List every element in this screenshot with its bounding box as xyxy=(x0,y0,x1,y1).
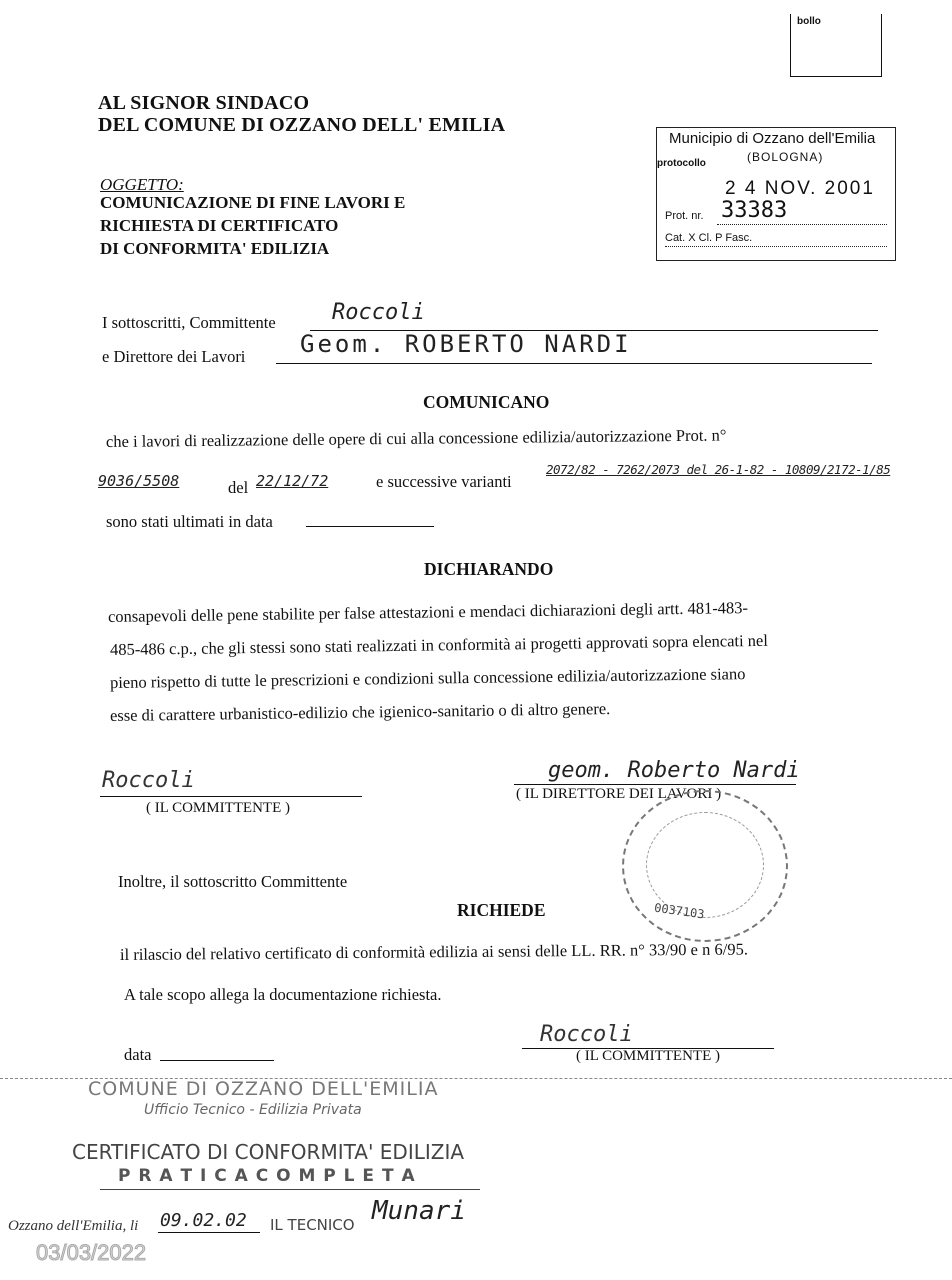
data-label: data xyxy=(124,1045,152,1064)
richiesta-line2: A tale scopo allega la documentazione richiesta. xyxy=(124,985,442,1004)
direttore-caption: ( IL DIRETTORE DEI LAVORI ) xyxy=(516,786,722,802)
stamp-protocollo-label: protocollo xyxy=(657,158,706,169)
scan-date-watermark: 03/03/2022 xyxy=(36,1240,147,1265)
stamp-date: 2 4 NOV. 2001 xyxy=(725,178,875,199)
office-stamp-certificato: CERTIFICATO DI CONFORMITA' EDILIZIA xyxy=(72,1140,465,1164)
professional-stamp xyxy=(622,790,788,942)
addressee-line2: DEL COMUNE DI OZZANO DELL' EMILIA xyxy=(98,114,506,136)
direttore-signature: geom. Roberto Nardi xyxy=(548,758,800,783)
comunicano-heading: COMUNICANO xyxy=(423,392,550,412)
varianti-value: 2072/82 - 7262/2073 del 26-1-82 - 10809/2172-1/85 xyxy=(546,462,891,477)
office-stamp-date: 09.02.02 xyxy=(160,1210,247,1231)
committente-caption-1: ( IL COMMITTENTE ) xyxy=(146,800,290,816)
office-stamp-pratica: P R A T I C A C O M P L E T A xyxy=(118,1166,416,1186)
office-stamp-tecnico-label: IL TECNICO xyxy=(270,1216,355,1234)
office-stamp-comune: COMUNE DI OZZANO DELL'EMILIA xyxy=(88,1078,439,1100)
committente-signature: Roccoli xyxy=(332,300,425,325)
dichiarando-line3: pieno rispetto di tutte le prescrizioni e condizioni sulla concessione edilizia/autorizzazione siano xyxy=(109,664,746,692)
subject-line2: RICHIESTA DI CERTIFICATO xyxy=(100,216,339,235)
ultimati-label: sono stati ultimati in data xyxy=(106,512,273,531)
stamp-prot-nr-value: 33383 xyxy=(721,198,788,223)
subject-line3: DI CONFORMITA' EDILIZIA xyxy=(100,239,330,258)
richiesta-line1: il rilascio del relativo certificato di conformità edilizia ai sensi delle LL. RR. n° 33/90 e n 6/95. xyxy=(119,939,748,964)
committente-caption-2: ( IL COMMITTENTE ) xyxy=(576,1048,720,1064)
direttore-name: Geom. ROBERTO NARDI xyxy=(300,330,632,358)
stamp-province: (BOLOGNA) xyxy=(747,150,824,164)
office-stamp-ufficio: Ufficio Tecnico - Edilizia Privata xyxy=(144,1102,362,1118)
subject-label: OGGETTO: xyxy=(100,175,184,194)
dichiarando-line2: 485-486 c.p., che gli stessi sono stati realizzati in conformità ai progetti approvati sopra elencati nel xyxy=(109,630,769,659)
concessione-prot-value: 9036/5508 xyxy=(98,472,180,490)
stamp-municipality: Municipio di Ozzano dell'Emilia xyxy=(669,130,876,147)
professional-stamp-number: 0037103 xyxy=(653,900,706,922)
concessione-date-value: 22/12/72 xyxy=(256,472,329,490)
stamp-prot-nr-label: Prot. nr. xyxy=(665,210,704,222)
comunicano-line1: che i lavori di realizzazione delle opere di cui alla concessione edilizia/autorizzazione Prot. n° xyxy=(105,425,727,451)
varianti-label: e successive varianti xyxy=(376,472,512,491)
bollo-label: bollo xyxy=(797,16,821,27)
dichiarando-line1: consapevoli delle pene stabilite per false attestazioni e mendaci dichiarazioni degli artt. 481-483- xyxy=(107,598,749,626)
committente-signature-1: Roccoli xyxy=(102,768,195,793)
del-label: del xyxy=(228,478,249,497)
addressee-line1: AL SIGNOR SINDACO xyxy=(98,92,310,114)
dichiarando-heading: DICHIARANDO xyxy=(424,559,554,579)
richiede-heading: RICHIEDE xyxy=(457,900,546,920)
dichiarando-line4: esse di carattere urbanistico-edilizio che igienico-sanitario o di altro genere. xyxy=(109,699,611,725)
direttore-label: e Direttore dei Lavori xyxy=(102,347,246,366)
tecnico-signature: Munari xyxy=(372,1196,466,1226)
bollo-box xyxy=(790,14,882,77)
committente-label: I sottoscritti, Committente xyxy=(102,313,276,332)
stamp-cat-line: Cat. X Cl. P Fasc. xyxy=(665,232,753,244)
richiesta-intro: Inoltre, il sottoscritto Committente xyxy=(118,872,348,891)
office-stamp-place: Ozzano dell'Emilia, li xyxy=(8,1218,139,1234)
committente-signature-2: Roccoli xyxy=(540,1022,633,1047)
protocol-stamp xyxy=(656,127,896,261)
subject-line1: COMUNICAZIONE DI FINE LAVORI E xyxy=(100,193,406,212)
